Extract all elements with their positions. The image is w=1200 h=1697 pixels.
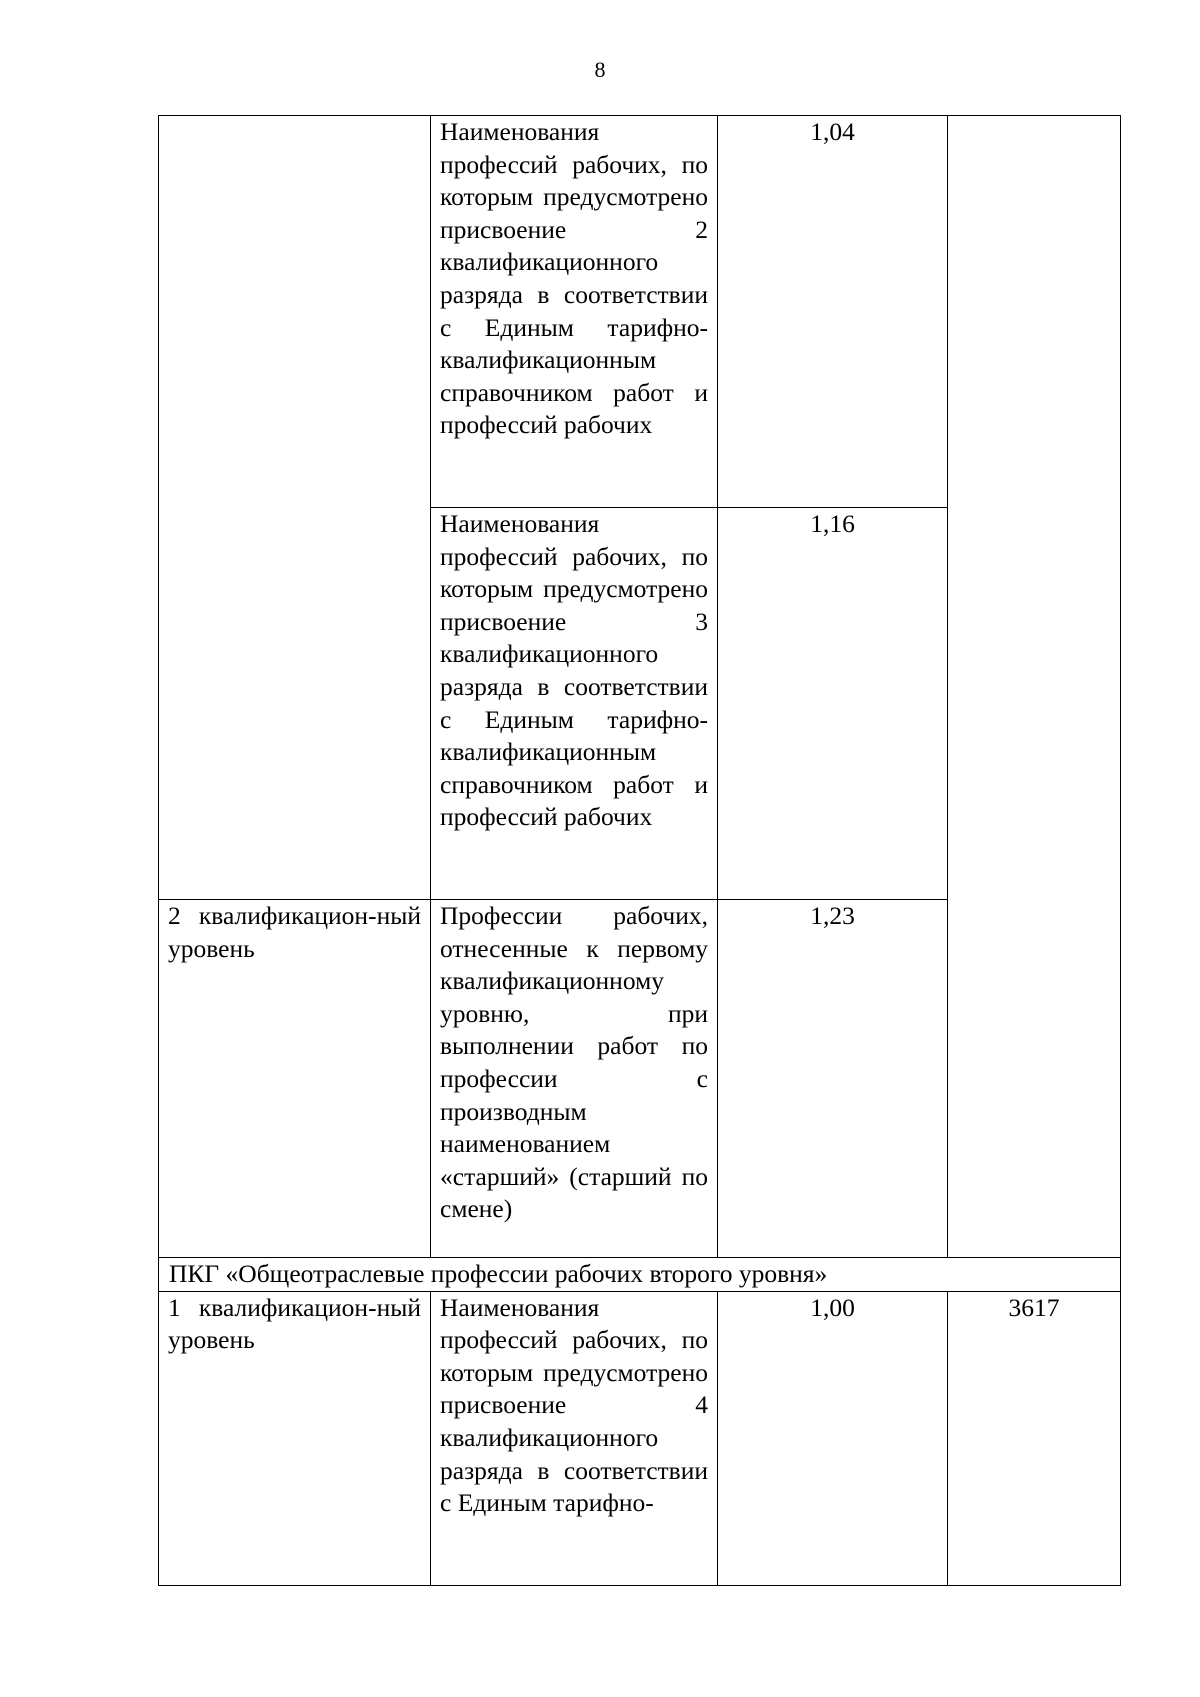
salary-cell: 3617 (948, 1291, 1121, 1585)
coefficient-cell: 1,16 (718, 508, 948, 900)
level-cell (159, 116, 431, 900)
qualification-table (158, 115, 1121, 1586)
coefficient-cell: 1,23 (718, 900, 948, 1258)
description-cell: Наименования профессий рабочих, по которым предусмотрено присвоение 4 квалификационного разряда в соответствии с Единым тарифно- (431, 1291, 718, 1585)
level-cell: 2 квалификацион-ный уровень (159, 900, 431, 1258)
table-row (159, 116, 1121, 508)
description-cell: Наименования профессий рабочих, по которым предусмотрено присвоение 2 квалификационного разряда в соответствии с Единым тарифно-квалификационным справочником работ и профессий рабочих (431, 116, 718, 508)
coefficient-cell: 1,00 (718, 1291, 948, 1585)
description-cell: Профессии рабочих, отнесенные к первому квалификационному уровню, при выполнении работ по профессии с производным наименованием «старший» (старший по смене) (431, 900, 718, 1258)
table-row (159, 1291, 1121, 1585)
salary-cell-empty (948, 116, 1121, 1258)
page-number: 8 (594, 57, 606, 82)
description-cell: Наименования профессий рабочих, по которым предусмотрено присвоение 3 квалификационного разряда в соответствии с Единым тарифно-квалификационным справочником работ и профессий рабочих (431, 508, 718, 900)
coefficient-cell: 1,04 (718, 116, 948, 508)
group-header-row (159, 1258, 1121, 1292)
level-cell: 1 квалификацион-ный уровень (159, 1291, 431, 1585)
group-header-cell: ПКГ «Общеотраслевые профессии рабочих второго уровня» (159, 1258, 1121, 1292)
